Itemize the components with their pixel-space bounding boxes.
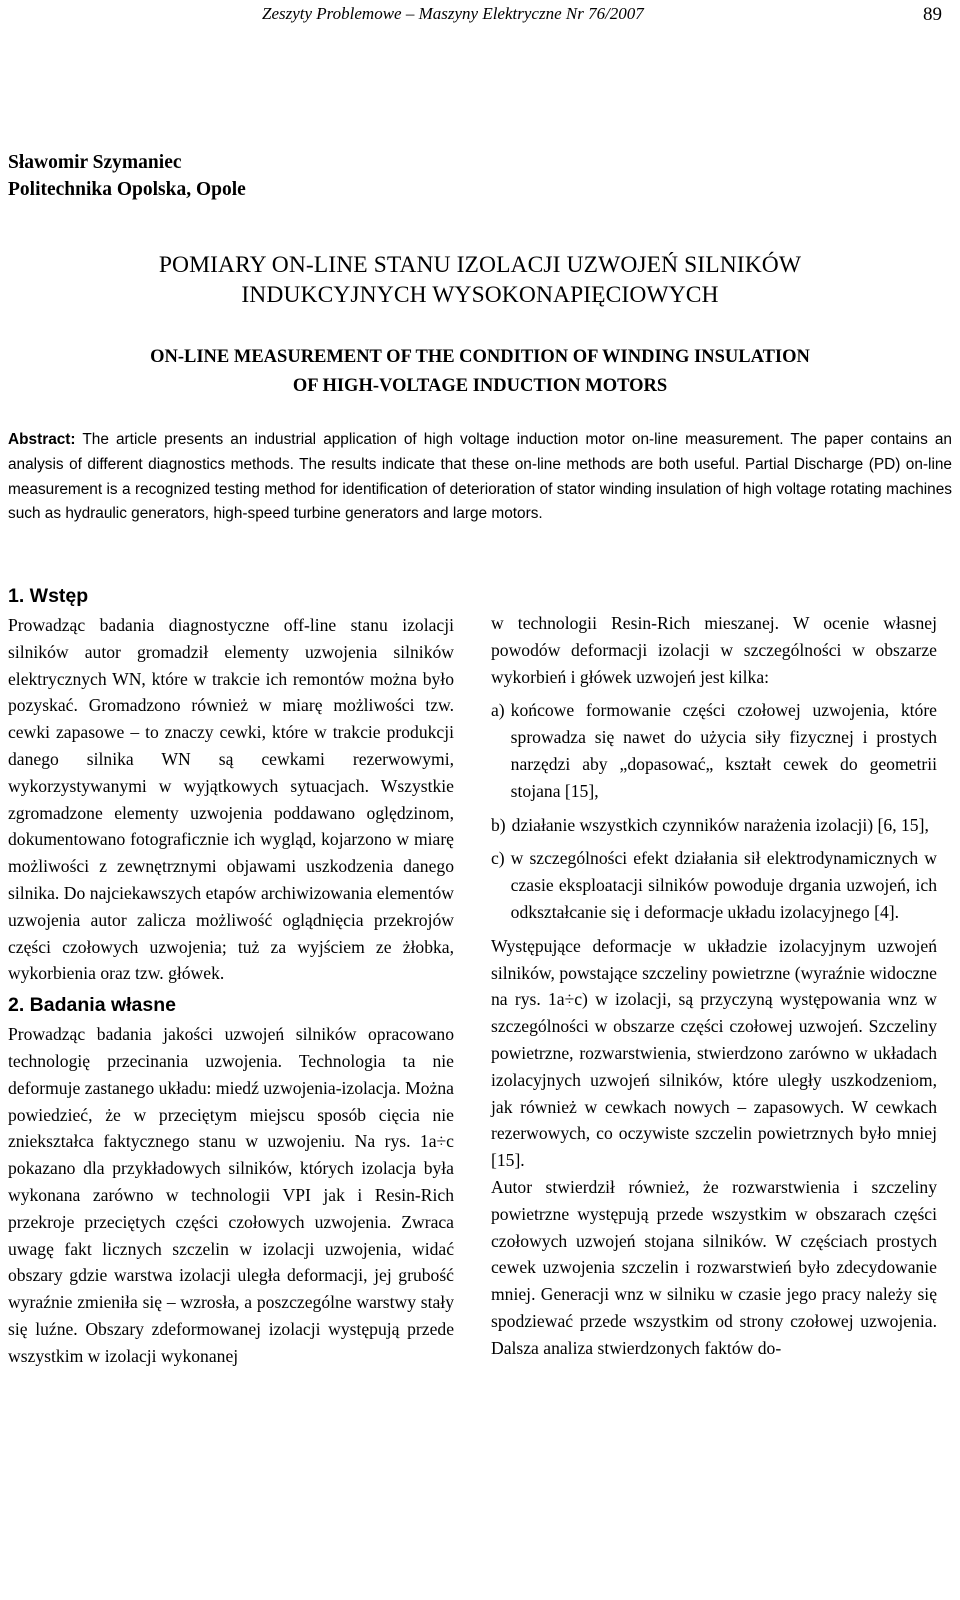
title-english-line: OF HIGH-VOLTAGE INDUCTION MOTORS	[292, 376, 668, 396]
list-item-text: końcowe formowanie części czołowej uzwojenia, które sprowadza się nawet do użycia siły fizycznej i prostych narzędzi aby „dopasować„ kształt cewek do geometrii stojana [15],	[510, 700, 937, 801]
section-2-heading: 2. Badania własne	[8, 994, 176, 1017]
right-paragraph-2: Występujące deformacje w układzie izolacyjnym uzwojeń silników, powstające szczeliny powietrzne (wyraźnie widoczne na rys. 1a÷c) w izolacji, są przyczyną występowania wnz w szczególności w obszarze części czołowej uzwojeń. Szczeliny powietrzne, rozwarstwienia, stwierdzono zarówno w układach izolacyjnych uzwojeń silników, które uległy uszkodzeniom, jak również w cewkach nowych – zapasowych. W cewkach rezerwowych, co oczywiste szczelin powietrznych było mniej [15].	[491, 935, 937, 1171]
list-item-marker: c)	[491, 848, 505, 869]
author-name: Sławomir Szymaniec	[8, 152, 182, 173]
title-polish	[0, 250, 960, 310]
author-block	[8, 149, 246, 203]
page-header	[0, 4, 960, 34]
list-item	[491, 697, 937, 804]
list-item-marker: a)	[491, 700, 505, 721]
list-item	[491, 812, 937, 839]
section-1-heading: 1. Wstęp	[8, 585, 89, 607]
abstract	[8, 428, 952, 527]
left-column	[8, 582, 454, 1370]
list-item-marker: b)	[491, 814, 506, 835]
list-item-text: w szczególności efekt działania sił elektrodynamicznych w czasie eksploatacji silników powoduje drgania uzwojeń, ich odkształcanie się i deformacje układu izolacyjnego [4].	[510, 848, 937, 922]
right-column	[491, 610, 937, 1362]
title-english	[0, 343, 960, 401]
title-polish-line: INDUKCYJNYCH WYSOKONAPIĘCIOWYCH	[241, 282, 719, 308]
list-item	[491, 845, 937, 925]
section-1-paragraph: Prowadząc badania diagnostyczne off-line stanu izolacji silników autor gromadził elementy uzwojenia silników elektrycznych WN, które w trakcie ich remontów można było pozyskać. Gromadzono również w miarę możliwości tzw. cewki zapasowe – to znaczy cewki, które w trakcie produkcji danego silnika WN są cewkami rezerwowymi, wykorzystywanymi w wyjątkowych sytuacjach. Wszystkie zgromadzone elementy uzwojenia poddawano oględzinom, dokumentowano fotograficznie ich wygląd, kojarzono w miarę możliwości z zewnętrznymi objawami uszkodzenia danego silnika. Do najciekawszych etapów archiwizowania elementów uzwojenia autor zalicza możliwość oglądnięcia przekrojów części czołowych uzwojenia; tuż za wyjściem ze żłobka, wykorbienia oraz tzw. główek.	[8, 615, 454, 984]
right-intro-paragraph: w technologii Resin-Rich mieszanej. W ocenie własnej powodów deformacji izolacji w szczególności w obszarze wykorbień i główek uzwojeń jest kilka:	[491, 613, 937, 687]
title-polish-line: POMIARY ON-LINE STANU IZOLACJI UZWOJEŃ SILNIKÓW	[158, 252, 802, 278]
page-number: 89	[923, 4, 942, 25]
abstract-label: Abstract:	[8, 431, 76, 448]
list-item-text: działanie wszystkich czynników narażenia izolacji) [6, 15],	[511, 814, 929, 835]
abstract-text: The article presents an industrial application of high voltage induction motor on-line measurement. The paper contains an analysis of different diagnostics methods. The results indicate that these on-line methods are both useful. Partial Discharge (PD) on-line measurement is a recognized testing method for identification of deterioration of stator winding insulation of high voltage rotating machines such as hydraulic generators, high-speed turbine generators and large motors.	[8, 431, 952, 523]
title-english-line: ON-LINE MEASUREMENT OF THE CONDITION OF WINDING INSULATION	[150, 347, 810, 367]
right-paragraph-3: Autor stwierdził również, że rozwarstwienia i szczeliny powietrzne występują przede wszystkim w obszarach części czołowych uzwojeń stojana silników. W częściach prostych cewek uzwojenia szczelin i rozwarstwień było zdecydowanie mniej. Generacji wnz w silniku w czasie jego pracy należy się spodziewać przede wszystkim od strony czołowej uzwojenia. Dalsza analiza stwierdzonych faktów do-	[491, 1176, 937, 1358]
section-2-paragraph: Prowadząc badania jakości uzwojeń silników opracowano technologię przecinania uzwojenia. Technologia ta nie deformuje zastanego układu: miedź uzwojenia-izolacja. Można powiedzieć, że w przeciętym miejscu sposób cięcia nie zniekształca faktycznego stanu w uzwojeniu. Na rys. 1a÷c pokazano dla przykładowych silników, których izolacja była wykonana zarówno w technologii VPI jak i Resin-Rich przekroje przeciętych części czołowych uzwojenia. Zwraca uwagę fakt licznych szczelin w izolacji uzwojenia, widać obszary gdzie warstwa izolacji uległa deformacji, jej grubość wyraźnie zmieniła się – wzrosła, a poszczególne warstwy stały się luźne. Obszary zdeformowanej izolacji występują przede wszystkim w izolacji wykonanej	[8, 1024, 454, 1366]
journal-title: Zeszyty Problemowe – Maszyny Elektryczne Nr 76/2007	[262, 4, 644, 23]
author-affiliation: Politechnika Opolska, Opole	[8, 179, 246, 200]
